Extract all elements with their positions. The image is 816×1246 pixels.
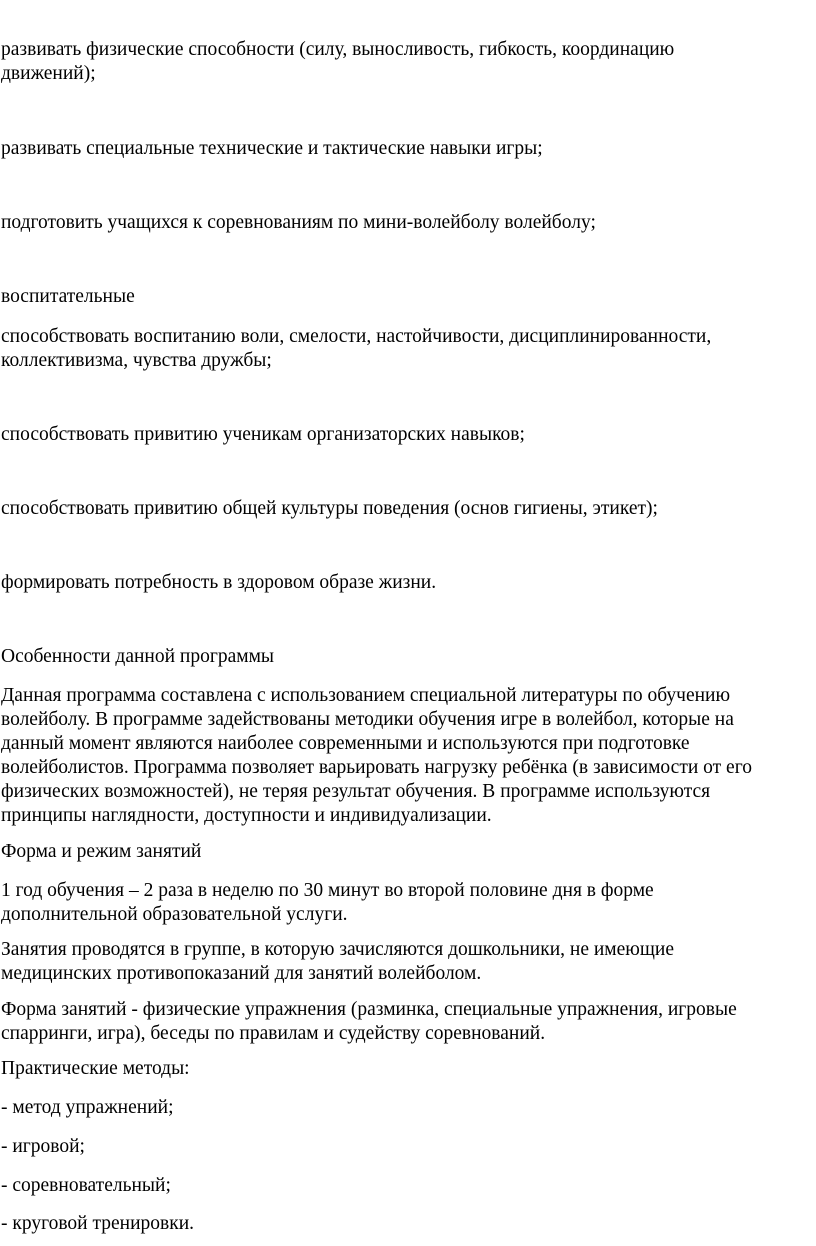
text-line: подготовить учащихся к соревнованиям по мини-волейболу волейболу; [1,212,596,233]
text-line: 1 год обучения – 2 раза в неделю по 30 минут во второй половине дня в форме [1,880,654,901]
text-line: Форма занятий - физические упражнения (разминка, специальные упражнения, игровые [1,999,737,1020]
text-line: - соревновательный; [1,1175,171,1196]
paragraph-class-form [1,998,801,1046]
text-line: Особенности данной программы [1,646,275,667]
paragraph-first-year [1,879,801,927]
paragraph-special-skills [1,137,801,161]
text-line: Занятия проводятся в группе, в которую зачисляются дошкольники, не имеющие [1,939,674,960]
paragraph-group-classes [1,938,801,986]
text-line: Практические методы: [1,1058,190,1079]
text-line: способствовать привитию ученикам организаторских навыков; [1,424,525,445]
text-line: - игровой; [1,1136,85,1157]
text-line: принципы наглядности, доступности и индивидуализации. [1,805,492,826]
text-line: медицинских противопоказаний для занятий волейболом. [1,963,482,984]
paragraph-physical-abilities [1,38,801,86]
text-line: развивать специальные технические и тактические навыки игры; [1,138,543,159]
text-line: движений); [1,63,96,84]
paragraph-program-features-heading [1,645,801,669]
text-line: данный момент являются наиболее современными и используются при подготовке [1,733,690,754]
paragraph-general-culture [1,497,801,521]
paragraph-competition-prep [1,211,801,235]
list-item-competitive-method [1,1174,801,1198]
paragraph-educational-heading [1,285,801,309]
paragraph-practical-methods-heading [1,1057,801,1081]
text-line: - метод упражнений; [1,1097,174,1118]
text-line: спарринги, игра), беседы по правилам и судейству соревнований. [1,1023,546,1044]
paragraph-healthy-lifestyle [1,571,801,595]
text-line: способствовать привитию общей культуры поведения (основ гигиены, этикет); [1,498,658,519]
text-line: дополнительной образовательной услуги. [1,904,348,925]
text-line: волейболистов. Программа позволяет варьировать нагрузку ребёнка (в зависимости от его [1,757,752,778]
text-line: - круговой тренировки. [1,1213,195,1234]
paragraph-program-description [1,684,801,828]
text-line: развивать физические способности (силу, выносливость, гибкость, координацию [1,39,675,60]
list-item-exercise-method [1,1096,801,1120]
list-item-game-method [1,1135,801,1159]
text-line: волейболу. В программе задействованы методики обучения игре в волейбол, которые на [1,709,734,730]
text-line: физических возможностей), не теряя результат обучения. В программе используются [1,781,711,802]
paragraph-form-and-schedule-heading [1,840,801,864]
text-line: коллективизма, чувства дружбы; [1,350,272,371]
text-line: способствовать воспитанию воли, смелости, настойчивости, дисциплинированности, [1,326,712,347]
text-line: Данная программа составлена с использованием специальной литературы по обучению [1,685,731,706]
paragraph-organizational-skills [1,423,801,447]
text-line: формировать потребность в здоровом образе жизни. [1,572,437,593]
paragraph-will-upbringing [1,325,801,373]
text-line: воспитательные [1,286,135,307]
list-item-circuit-training [1,1212,801,1236]
text-line: Форма и режим занятий [1,841,202,862]
